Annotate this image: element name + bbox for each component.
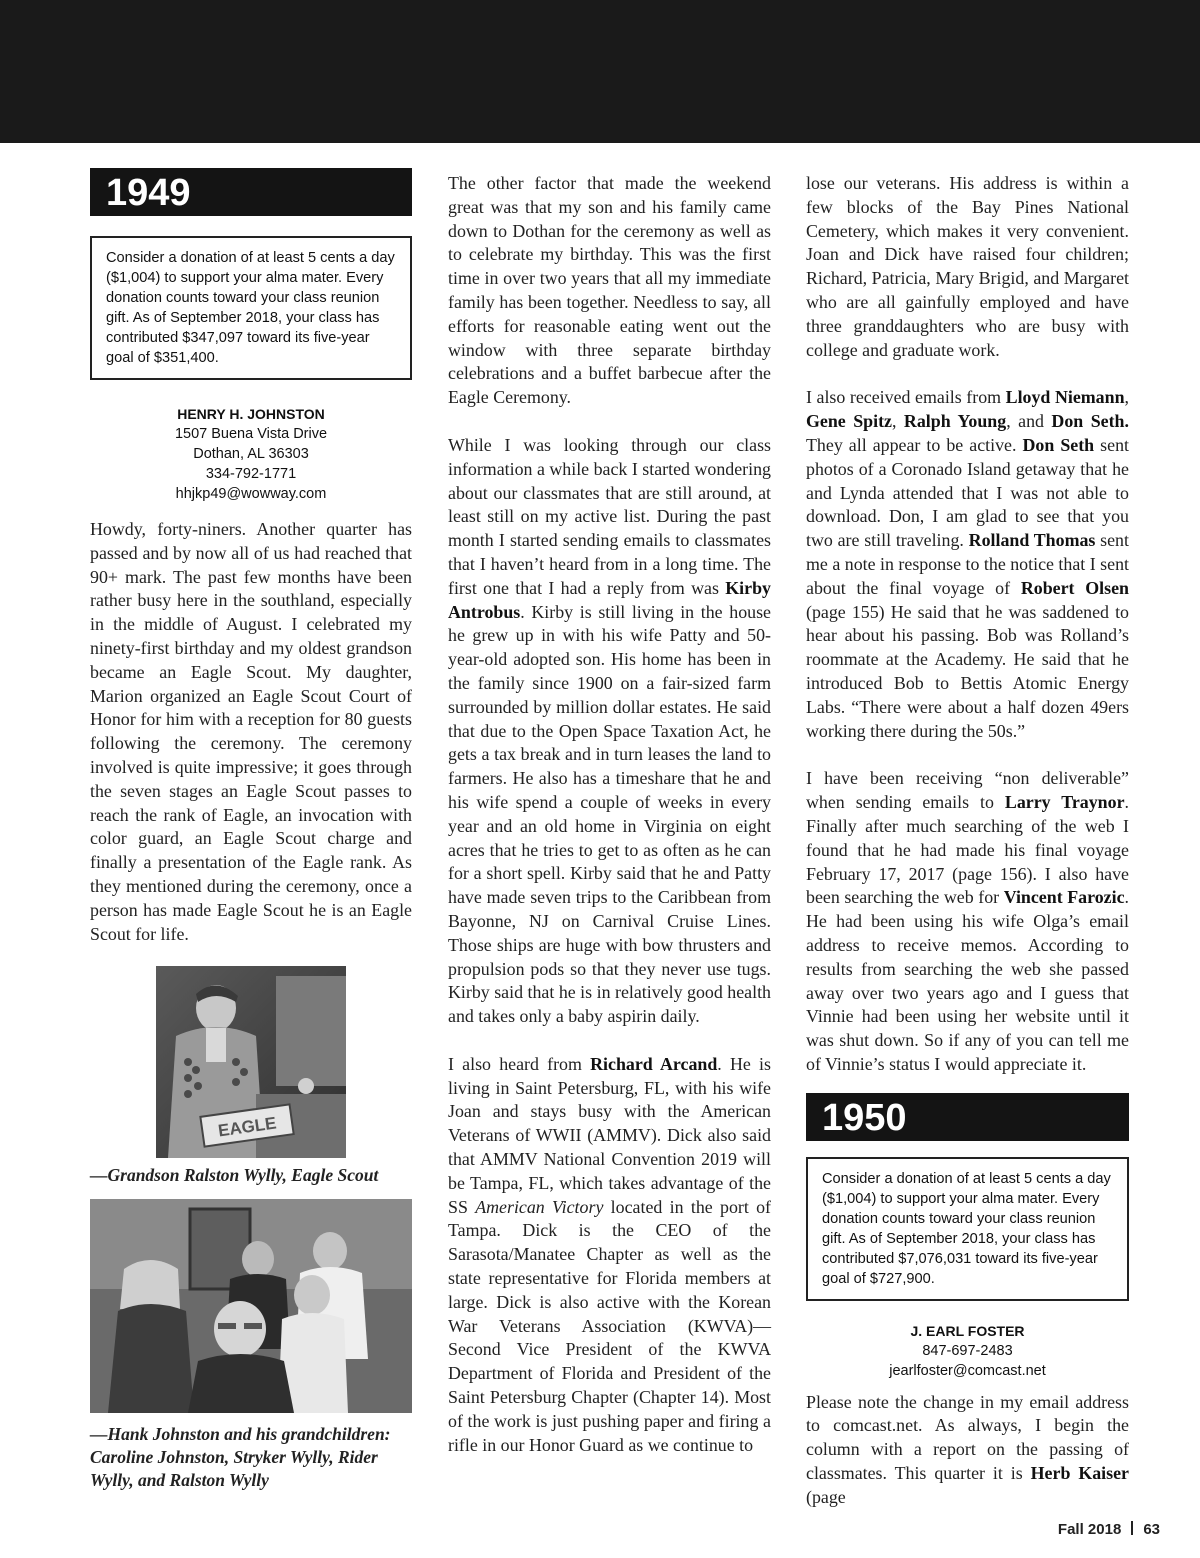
class-year-heading: 1950 [806,1093,1129,1141]
column-paragraph [806,386,1129,743]
paragraph-text: sent me a note in response to the notice that I sent about the final voyage of [806,530,1129,598]
paragraph-text: I also heard from [448,1053,591,1074]
column-paragraph-continued: lose our veterans. His address is within a few blocks of the Bay Pines National Cemetery, which makes it very convenient. Joan and Dick have raised four children; Richard, Patricia, Mary Brigid, and Margaret who are all gainfully employed and have three granddaughters who are busy with college and graduate work. [806,173,1129,360]
paragraph-text: I also received emails from [806,387,1006,408]
column-paragraph [448,434,771,1029]
footer-divider [1131,1521,1133,1535]
classmate-name: Vincent Farozic [1003,887,1125,908]
paragraph-text: . He had been using his wife Olga’s email address to receive memos. According to results from searching the web she passed away over two years ago and I guess that Vinnie had been using her website until it was shut down. So if any of you can tell me of Vinnie’s status I would appreciate it. [806,887,1129,1074]
classmate-name: Don Seth [1022,434,1095,455]
photo-caption: —Grandson Ralston Wylly, Eagle Scout [90,1165,379,1186]
paragraph-text: . Kirby is still living in the house he grew up in with his wife Patty and 50-year-old adopted son. His home has been in the family since 1900 on a fair-sized farm surrounded by million dollar estates. He said that due to the Open Space Taxation Act, he gets a tax break and in turn leases the land to farmers. He also has a timeshare that he and his wife spend a couple of weeks in every year and an old home in Virginia on eight acres that he tries to get to as often as he can for a short spell. Kirby said that he and Patty have made seven trips to the Caribbean from Bayonne, NJ on Carnival Cruise Lines. Those ships are huge with bow thrusters and propulsion pods so that they never use tugs. Kirby said that he is in relatively good health and takes only a baby aspirin daily. [448,601,771,1027]
paragraph-text: They all appear to be active. [806,434,1023,455]
contact-address-line2: Dothan, AL 36303 [193,446,309,462]
contact-email[interactable]: jearlfoster@comcast.net [889,1362,1046,1379]
paragraph-text: While I was looking through our class information a while back I started wondering about our classmates that are still around, at least still on my active list. During the past month I started sending emails to classmates that I haven’t heard from in a long time. The first one that I had a reply from was [448,434,771,598]
column-middle [448,172,771,1457]
class-year-heading: 1949 [90,168,412,216]
classmate-name: Gene Spitz [806,411,892,432]
classmate-name: Robert Olsen [1020,577,1129,598]
donation-box: Consider a donation of at least 5 cents a day ($1,004) to support your alma mater. Every donation counts toward your class reunion gift. As of September 2018, your class has contributed $7,076,031 toward its five-year goal of $727,900. [806,1157,1129,1301]
paragraph-text: Please note the change in my email address to comcast.net. As always, I begin the column with a report on the passing of classmates. This quarter it is [806,1391,1129,1484]
ship-name: American Victory [475,1196,604,1217]
classmate-name: Richard Arcand [590,1053,718,1074]
classmate-name: Kirby Antrobus [448,577,771,622]
paragraph-text: I have been receiving “non deliverable” when sending emails to [806,768,1129,813]
column-paragraph: Howdy, forty-niners. Another quarter has passed and by now all of us had reached that 90+ mark. The past few months have been rather busy here in the southland, especially in the middle of August. I celebrated my ninety-first birthday and my oldest grandson became an Eagle Scout. My daughter, Marion organized an Eagle Scout Court of Honor for him with a reception for 80 guests following the ceremony. The ceremony involved is quite impressive; it goes through the seven stages an Eagle Scout passes to reach the rank of Eagle, an invocation with color guard, an Eagle Scout charge and finally a presentation of the Eagle rank. As they mentioned during the ceremony, once a person has made Eagle Scout he is an Eagle Scout for life. [90,519,412,944]
class-contact [90,404,412,504]
column-paragraph: The other factor that made the weekend great was that my son and his family came down to Dothan for the ceremony as well as to celebrate my birthday. This was the first time in over two years that all my immediate family has been together. Needless to say, all efforts for reasonable eating went out the window with three separate birthday celebrations and a buffet barbecue after the Eagle Ceremony. [448,173,771,408]
paragraph-text: , [1124,387,1130,408]
paragraph-text: , [891,411,904,432]
page-footer [1058,1521,1160,1538]
photo-caption: —Hank Johnston and his grandchildren: Caroline Johnston, Stryker Wylly, Rider Wylly, and Ralston Wylly [90,1424,391,1491]
column-paragraph [448,1053,771,1458]
header-bar [0,0,1200,143]
paragraph-text: , and [1006,411,1052,432]
photo-eagle-scout-image [156,966,346,1158]
classmate-name: Don Seth. [1051,411,1129,432]
donation-box: Consider a donation of at least 5 cents a day ($1,004) to support your alma mater. Every donation counts toward your class reunion gift. As of September 2018, your class has contributed $347,097 toward its five-year goal of $351,400. [90,236,412,380]
contact-email[interactable]: hhjkp49@wowway.com [175,486,327,502]
contact-phone: 847-697-2483 [922,1342,1013,1359]
column-right [806,172,1129,1510]
column-paragraph [806,767,1129,1076]
contact-name: HENRY H. JOHNSTON [177,406,325,422]
classmate-name: Larry Traynor [1004,792,1125,813]
paragraph-text: (page [806,1486,846,1507]
class-contact [806,1321,1129,1381]
classmate-name: Herb Kaiser [1030,1463,1129,1484]
classmate-name: Ralph Young [903,411,1007,432]
cake-lettering: EAGLE [216,1113,278,1141]
paragraph-text: . Finally after much searching of the web I found that he had made his final voyage February 17, 2017 (page 156). I also have been searching the web for [806,792,1129,908]
classmate-name: Lloyd Niemann [1005,387,1125,408]
contact-phone: 334-792-1771 [205,466,297,482]
paragraph-text: sent photos of a Coronado Island getaway that he and Lynda attended that I was not able to download. Don, I am glad to see that you two are still traveling. [806,434,1129,551]
paragraph-text: . He is living in Saint Petersburg, FL, with his wife Joan and stays busy with the American Veterans of WWII (AMMV). Dick also said that AMMV National Convention 2019 will be Tampa, FL, which takes advantage of the SS [448,1053,771,1217]
page-number: 63 [1143,1521,1160,1538]
contact-address-line1: 1507 Buena Vista Drive [174,426,328,442]
column-paragraph [806,1391,1129,1510]
photo-grandchildren-image [90,1199,412,1413]
contact-name: J. EARL FOSTER [910,1322,1025,1339]
photo-eagle-scout [156,966,346,1158]
paragraph-text: located in the port of Tampa. Dick is the CEO of the Sarasota/Manatee Chapter as well as the state representative for Florida members at large. Dick is also active with the Korean War Veterans Association (KWVA)—Second Vice President of the KWVA Department of Florida and President of the Saint Petersburg Chapter (Chapter 14). Most of the work is just pushing paper and firing a rifle in our Honor Guard as we continue to [448,1196,772,1455]
column-left [90,168,412,1492]
issue-label: Fall 2018 [1057,1521,1122,1538]
photo-grandchildren [90,1199,412,1413]
paragraph-text: (page 155) He said that he was saddened to hear about his passing. Bob was Rolland’s roommate at the Academy. He said that he introduced Bob to Bettis Atomic Energy Labs. “There were about a half dozen 49ers working there during the 50s.” [806,601,1129,741]
classmate-name: Rolland Thomas [968,530,1096,551]
